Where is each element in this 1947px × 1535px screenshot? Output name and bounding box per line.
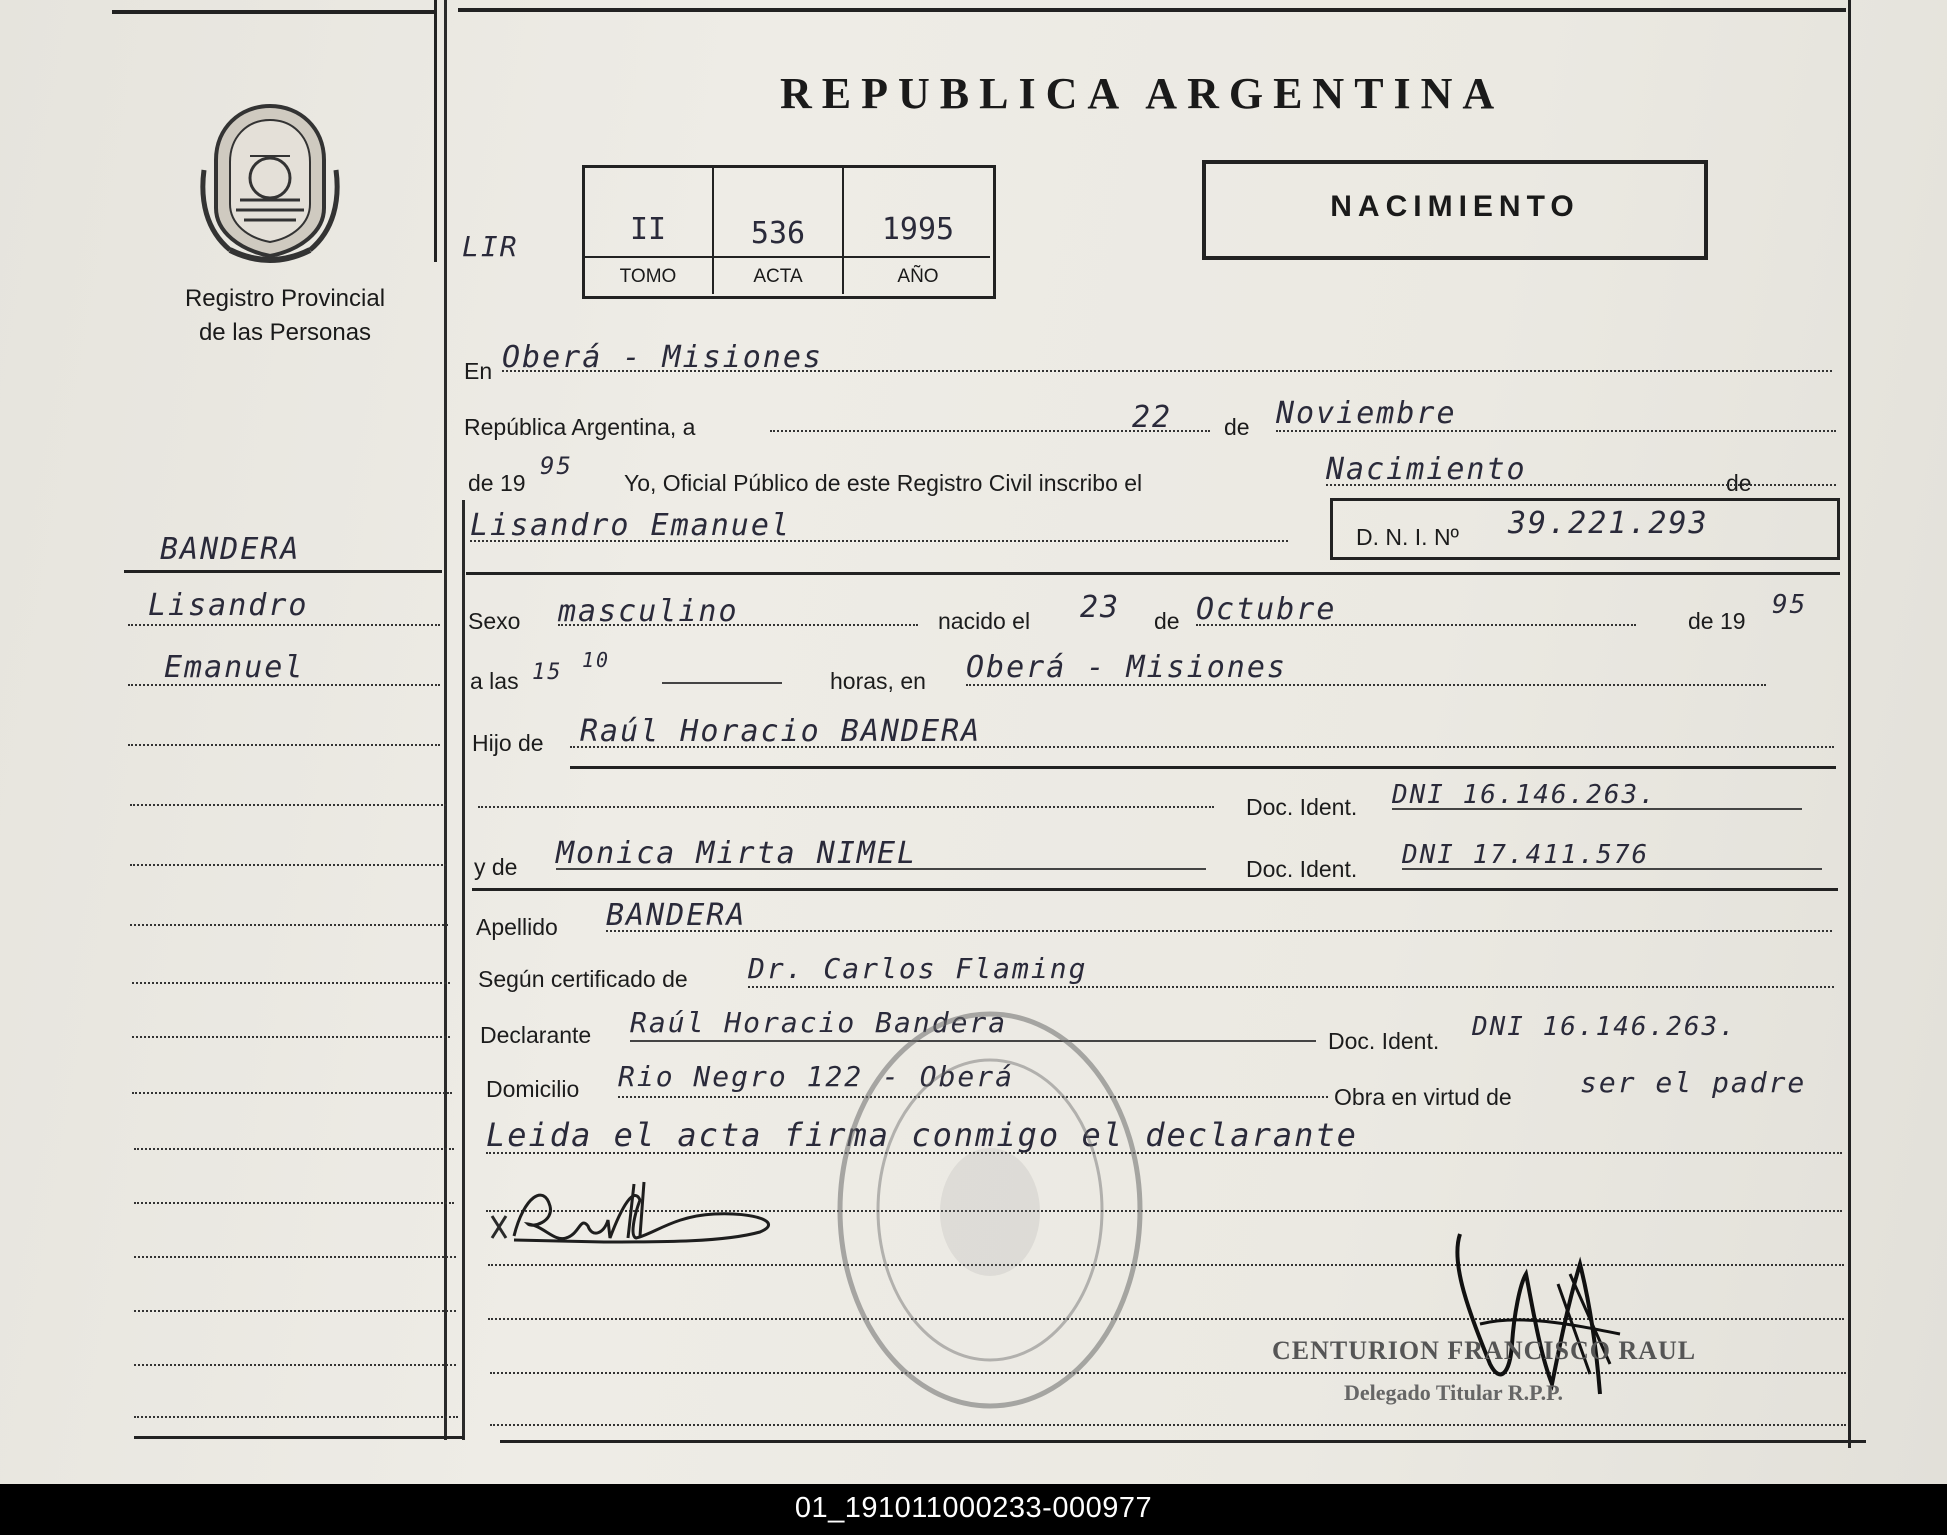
mother-doc-label: Doc. Ident.	[1246, 856, 1358, 882]
domicilio-label: Domicilio	[486, 1076, 580, 1102]
birth-month-dotline	[1196, 624, 1636, 626]
anio-value: 1995	[881, 212, 955, 247]
margin-dotline-10	[134, 1148, 454, 1150]
column-divider	[444, 0, 447, 1440]
father-doc-line	[1392, 808, 1802, 810]
a-las-label: a las	[470, 668, 519, 694]
tomo-label: TOMO	[619, 266, 677, 287]
margin-dotline-5	[130, 864, 446, 866]
declarante-doc-label: Doc. Ident.	[1328, 1028, 1440, 1054]
declarante-value: Raúl Horacio Bandera	[630, 1006, 1008, 1039]
closing-dotline	[486, 1152, 1842, 1154]
republica-dotline-2	[1276, 430, 1836, 432]
apellido-value: BANDERA	[606, 898, 747, 933]
en-dotline	[502, 370, 1832, 372]
registration-year: 95	[540, 452, 573, 480]
image-caption-bar	[0, 1484, 1947, 1535]
country-title: REPUBLICA ARGENTINA	[780, 69, 1505, 118]
margin-dotline-9	[132, 1092, 452, 1094]
obra-value: ser el padre	[1580, 1066, 1807, 1099]
certificado-label: Según certificado de	[478, 966, 688, 992]
body-dotline-5	[490, 1424, 1846, 1426]
birth-month: Octubre	[1196, 592, 1337, 627]
certificado-dotline	[748, 986, 1834, 988]
official-statement: Yo, Oficial Público de este Registro Civil inscribo el	[624, 470, 1143, 496]
nacido-label: nacido el	[938, 608, 1031, 634]
margin-surname: BANDERA	[160, 532, 301, 567]
margin-given-name-1: Lisandro	[148, 588, 309, 623]
provincial-seal-icon	[200, 100, 340, 265]
bottom-rule-margin	[134, 1436, 464, 1439]
de-label-2: de	[1726, 470, 1752, 496]
bottom-rule-main	[500, 1440, 1866, 1443]
obra-label: Obra en virtud de	[1334, 1084, 1512, 1110]
horas-label: horas, en	[830, 668, 926, 694]
father-doc-dotline	[478, 806, 1214, 808]
de-label-3: de	[1154, 608, 1180, 634]
section-rule-1	[466, 572, 1840, 575]
act-type-label: NACIMIENTO	[1330, 190, 1580, 223]
birth-place-dotline	[966, 684, 1766, 686]
apellido-label: Apellido	[476, 914, 558, 940]
closing-text: Leida el acta firma conmigo el declarante	[486, 1116, 1358, 1154]
margin-given-name-2: Emanuel	[164, 650, 305, 685]
declarante-label: Declarante	[480, 1022, 592, 1048]
birth-hour: 15	[532, 660, 563, 685]
margin-dotline-14	[134, 1364, 456, 1366]
tomo-value: II	[629, 212, 667, 247]
official-name: CENTURION FRANCISCO RAUL	[1272, 1336, 1697, 1365]
sexo-dotline	[558, 624, 918, 626]
y-de-label: y de	[474, 854, 518, 880]
en-label: En	[464, 358, 493, 384]
margin-dotline-13	[134, 1310, 456, 1312]
margin-dotline-7	[132, 982, 450, 984]
acta-label: ACTA	[753, 266, 803, 287]
official-dotline	[1326, 484, 1836, 486]
mother-name: Monica Mirta NIMEL	[556, 836, 918, 871]
birth-time-line	[662, 682, 782, 684]
right-border	[1848, 0, 1851, 1448]
top-rule-right	[458, 8, 1846, 12]
certificado-value: Dr. Carlos Flaming	[748, 952, 1088, 985]
place-value: Oberá - Misiones	[502, 340, 823, 375]
registry-name-line2: de las Personas	[198, 319, 372, 346]
section-rule-3	[472, 888, 1838, 891]
margin-surname-rule	[124, 570, 442, 573]
registration-month: Noviembre	[1276, 396, 1457, 431]
margin-dotline-11	[134, 1202, 454, 1204]
margin-left-border	[434, 0, 437, 262]
official-signature-icon	[1440, 1224, 1660, 1404]
top-rule-left	[112, 10, 434, 14]
father-name: Raúl Horacio BANDERA	[580, 714, 982, 749]
declarante-doc: DNI 16.146.263.	[1472, 1012, 1737, 1042]
box-divider-1	[712, 168, 714, 294]
birth-year-label: de 19	[1688, 608, 1746, 634]
margin-dotline-2	[128, 684, 440, 686]
registry-name-line1: Registro Provincial	[184, 285, 386, 312]
republica-label: República Argentina, a	[464, 414, 696, 440]
mother-doc: DNI 17.411.576	[1402, 840, 1650, 870]
domicilio-value: Rio Negro 122 - Oberá	[618, 1060, 1015, 1093]
book-code: LIR	[462, 230, 519, 263]
margin-dotline-4	[130, 804, 446, 806]
official-stamp-icon	[830, 1000, 1150, 1420]
margin-dotline-8	[132, 1036, 450, 1038]
year-label: de 19	[468, 470, 526, 496]
birth-minutes: 10	[582, 648, 611, 672]
sexo-value: masculino	[558, 594, 739, 629]
father-doc: DNI 16.146.263.	[1392, 780, 1657, 810]
act-written: Nacimiento	[1326, 452, 1527, 487]
box-label-rule	[585, 256, 990, 258]
box-divider-2	[842, 168, 844, 294]
registration-day: 22	[1132, 400, 1173, 435]
section-rule-2	[570, 766, 1836, 769]
column-divider-inner	[462, 500, 465, 1440]
margin-dotline-15	[134, 1416, 458, 1418]
birth-day: 23	[1080, 590, 1121, 625]
official-title: Delegado Titular R.P.P.	[1344, 1380, 1564, 1405]
de-label-1: de	[1224, 414, 1250, 440]
sexo-label: Sexo	[468, 608, 521, 634]
declarant-signature-icon	[484, 1176, 784, 1266]
father-doc-label: Doc. Ident.	[1246, 794, 1358, 820]
apellido-dotline	[606, 930, 1832, 932]
mother-doc-line	[1402, 868, 1822, 870]
margin-dotline-12	[134, 1256, 456, 1258]
dni-label: D. N. I. Nº	[1356, 524, 1459, 550]
child-name: Lisandro Emanuel	[470, 508, 791, 543]
margin-dotline-6	[130, 924, 448, 926]
mother-name-line	[556, 868, 1206, 870]
margin-dotline-1	[128, 624, 440, 626]
hijo-label: Hijo de	[472, 730, 544, 756]
dni-value: 39.221.293	[1508, 506, 1709, 541]
image-caption: 01_191011000233-000977	[794, 1492, 1153, 1524]
margin-dotline-3	[128, 744, 440, 746]
birth-year: 95	[1772, 590, 1808, 620]
anio-label: AÑO	[897, 266, 939, 287]
birth-place: Oberá - Misiones	[966, 650, 1287, 685]
acta-value: 536	[750, 216, 806, 251]
child-name-dotline	[470, 540, 1288, 542]
father-dotline	[570, 746, 1834, 748]
